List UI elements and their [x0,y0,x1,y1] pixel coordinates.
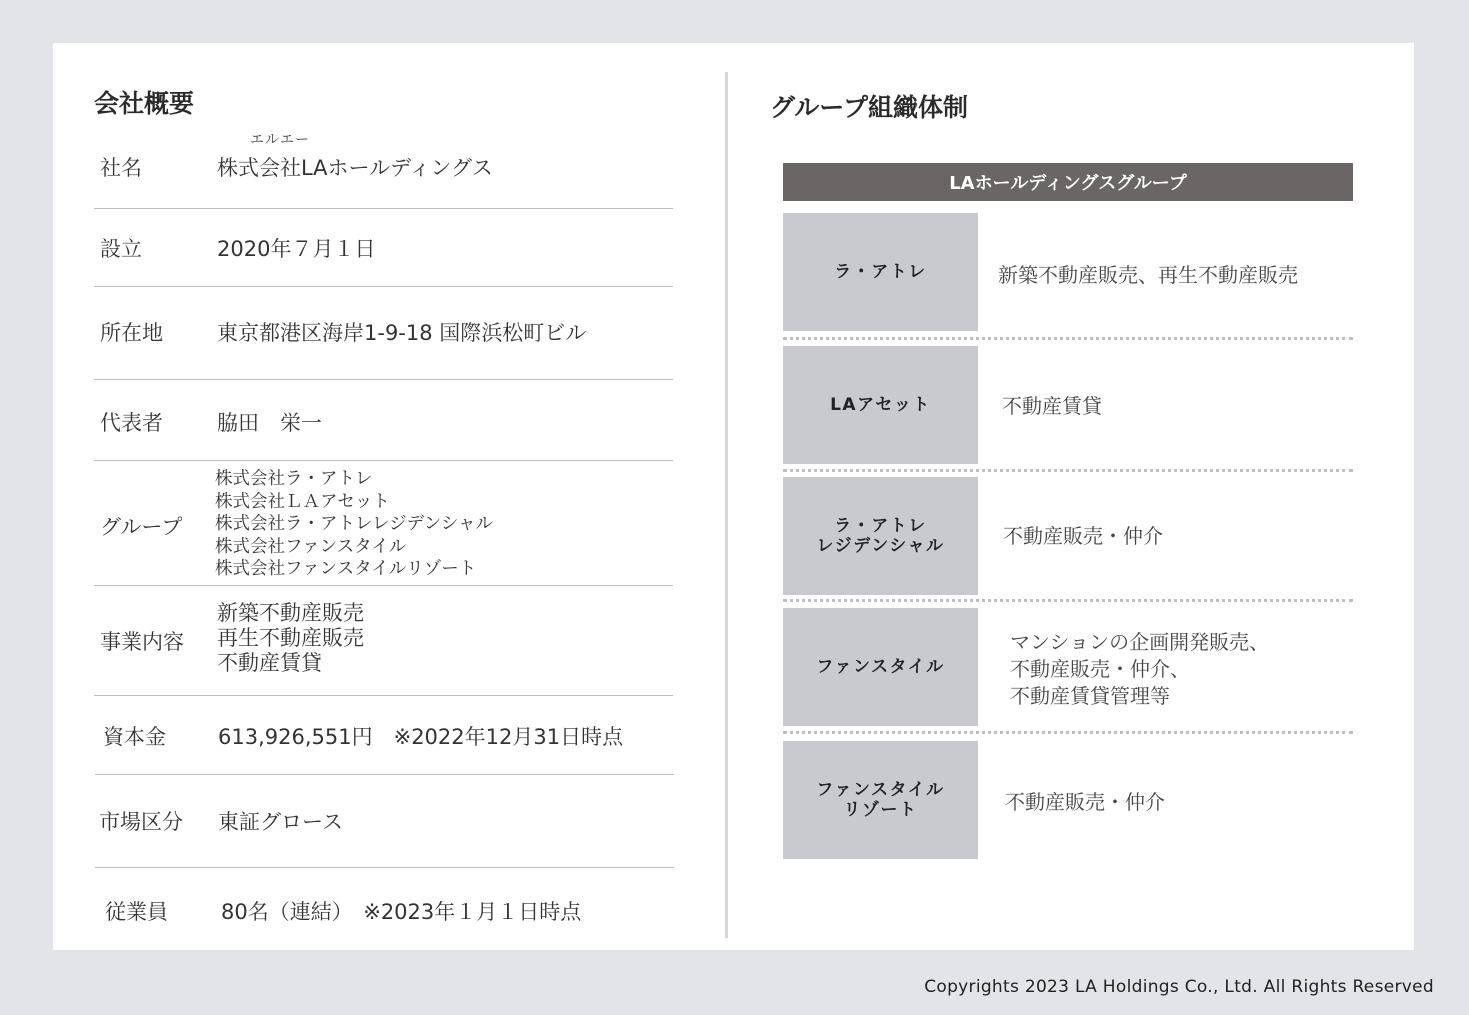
company-description-line: 不動産賃貸 [1002,394,1102,418]
group-company-item: 株式会社ＬＡアセット [215,491,390,512]
info-label: 社名 [100,156,142,180]
group-header-bar [783,163,1353,201]
company-box-fanstyle-resort [783,741,978,859]
company-name: リゾート [843,800,918,820]
company-box-la-atre-residential [783,477,978,595]
group-company-item: 株式会社ラ・アトレ [215,469,373,489]
company-name: ラ・アトレ [834,516,927,536]
company-description-line: 新築不動産販売、再生不動産販売 [998,263,1298,287]
column-divider [725,72,728,938]
info-value: 613,926,551円 ※2022年12月31日時点 [218,725,624,749]
group-company-item: 株式会社ファンスタイル [215,536,407,557]
info-value: 株式会社LAホールディングス [217,156,493,180]
group-structure-title: グループ組織体制 [770,93,969,122]
info-value: 脇田 栄一 [217,411,322,435]
info-label: 市場区分 [99,810,183,834]
group-header-label: LAホールディングスグループ [949,173,1187,194]
info-label: 従業員 [105,900,168,924]
company-name: レジデンシャル [816,536,945,556]
info-value: 東証グロース [218,810,343,834]
info-row-representative [94,380,673,461]
dotted-separator [783,599,1353,602]
info-row-market [95,775,674,868]
company-overview-title: 会社概要 [94,89,195,118]
dotted-separator [783,469,1353,472]
company-box-la-atre [783,213,978,331]
business-item: 不動産賃貸 [217,651,322,675]
company-name: LAアセット [830,395,931,415]
company-description-line: 不動産販売・仲介 [1005,790,1165,814]
info-row-capital [95,696,674,775]
company-description [1002,390,1102,419]
dotted-separator [783,731,1353,734]
company-name: ファンスタイル [816,657,945,677]
info-row-group [94,461,673,586]
copyright-text: Copyrights 2023 LA Holdings Co., Ltd. All Rights Reserved [924,977,1434,997]
info-value: 2020年７月１日 [217,237,376,261]
company-box-fanstyle [783,608,978,726]
company-description [998,259,1298,288]
info-label: 事業内容 [100,630,184,654]
info-label: 資本金 [103,725,166,749]
business-item: 新築不動産販売 [217,601,364,625]
info-row-employees [95,868,674,943]
company-description-line: マンションの企画開発販売、 [1010,630,1270,654]
business-list [217,601,364,676]
info-row-established [94,209,673,287]
info-row-name [94,130,673,209]
company-name-ruby: エルエー [250,132,310,148]
info-label: 代表者 [100,411,163,435]
company-name: ファンスタイル [816,780,945,800]
dotted-separator [783,337,1353,340]
company-description [1010,629,1269,710]
info-row-address [94,287,673,380]
group-company-item: 株式会社ファンスタイルリゾート [215,559,477,579]
business-item: 再生不動産販売 [217,626,364,650]
info-value: 東京都港区海岸1-9-18 国際浜松町ビル [217,321,587,345]
info-row-business [94,586,673,696]
group-company-item: 株式会社ラ・アトレレジデンシャル [215,514,493,534]
info-label: 設立 [100,237,142,261]
company-description [1003,520,1163,549]
company-box-la-asset [783,346,978,464]
company-description-line: 不動産販売・仲介 [1003,524,1163,548]
company-description-line: 不動産販売・仲介、 [1010,657,1190,681]
info-label: グループ [100,515,183,539]
info-label: 所在地 [100,321,163,345]
group-company-list [215,468,493,581]
company-description [1005,786,1165,815]
company-name: ラ・アトレ [834,262,927,282]
company-description-line: 不動産賃貸管理等 [1010,684,1170,708]
info-value: 80名（連結） ※2023年１月１日時点 [221,900,582,924]
